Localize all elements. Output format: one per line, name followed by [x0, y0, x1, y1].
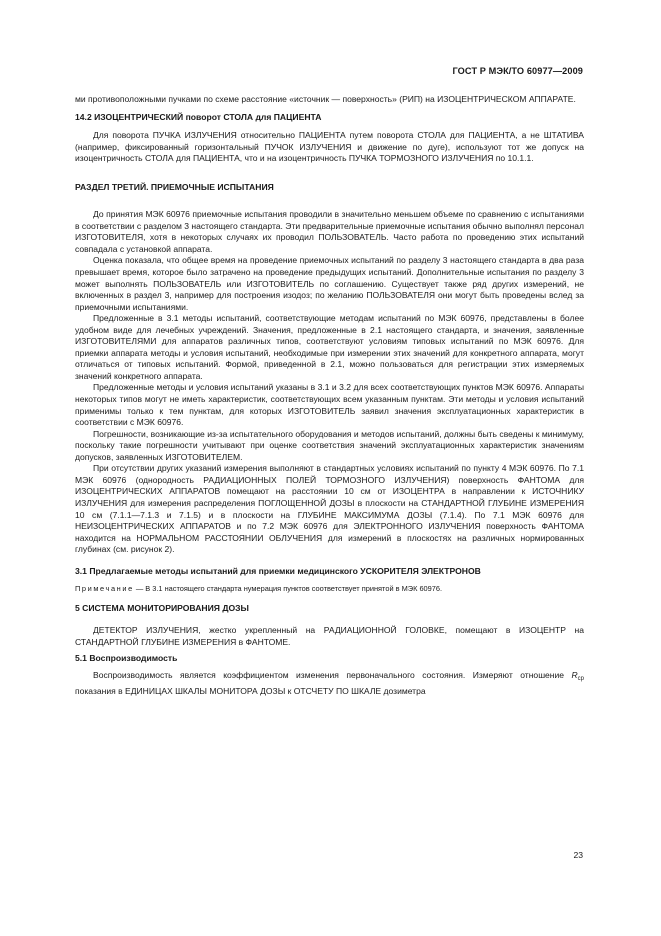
page-content	[75, 94, 584, 697]
section-heading-14-2: 14.2 ИЗОЦЕНТРИЧЕСКИЙ поворот СТОЛА для ПАЦИЕНТА	[75, 111, 322, 122]
paragraph-text: показания в ЕДИНИЦАХ ШКАЛЫ МОНИТОРА ДОЗЫ к ОТСЧЕТУ ПО ШКАЛЕ дозиметра	[75, 685, 426, 696]
section-heading-part-3: РАЗДЕЛ ТРЕТИЙ. ПРИЕМОЧНЫЕ ИСПЫТАНИЯ	[75, 181, 274, 192]
document-header: ГОСТ Р МЭК/ТО 60977—2009	[452, 66, 583, 76]
formula-subscript: ср	[577, 675, 584, 682]
formula-variable: R	[571, 669, 578, 680]
paragraph: Погрешности, возникающие из-за испытательного оборудования и методов испытаний, должны быть сведены к минимуму, поскольку такие погрешности учитывают при оценке соответствия значений эксплуатационных характеристик значениям допусков, заявленных ИЗГОТОВИТЕЛЕМ.	[75, 428, 584, 462]
paragraph: ДЕТЕКТОР ИЗЛУЧЕНИЯ, жестко укрепленный на РАДИАЦИОННОЙ ГОЛОВКЕ, помещают в ИЗОЦЕНТР на СТАНДАРТНОЙ ГЛУБИНЕ ИЗМЕРЕНИЯ в ФАНТОМЕ.	[75, 625, 584, 647]
paragraph-text: Воспроизводимость является коэффициентом изменения первоначального состояния. Измеряют отношение	[93, 669, 572, 680]
paragraph: До принятия МЭК 60976 приемочные испытания проводили в значительно меньшем объеме по сравнению с испытаниями в соответствии с разделом 3 настоящего стандарта. Эти предварительные приемочные испытания обычно выполнял персонал ИЗГОТОВИТЕЛЯ, хотя в некоторых случаях их проводил ПОЛЬЗОВАТЕЛЬ. Часто работа по проведению этих испытаний совпадала с установкой аппарата.	[75, 209, 584, 254]
paragraph: Предложенные в 3.1 методы испытаний, соответствующие методам испытаний по МЭК 60976, представлены в более удобном виде для лечебных учреждений. Значения, предложенные в 2.1 настоящего стандарта, и значения, заявленные ИЗГОТОВИТЕЛЯМИ для аппаратов различных типов, соответствуют условиям типовых испытаний по МЭК 60976. Для приемки аппарата методы и условия испытаний, необходимые при измерении этих значений для конкретного аппарата, могут отличаться от типовых испытаний. Формой, приведенной в 2.1, можно пользоваться для регистрации этих измеряемых значений конкретного аппарата.	[75, 313, 584, 381]
paragraph: Предложенные методы и условия испытаний указаны в 3.1 и 3.2 для всех соответствующих пунктов МЭК 60976. Аппараты некоторых типов могут не иметь характеристик, соответствующих всем указанным пунктам. Эти методы и условия испытаний применимы только к тем пунктам, для которых ИЗГОТОВИТЕЛЬ заявил значения эксплуатационных характеристик в соответствии с МЭК 60976.	[75, 382, 584, 428]
section-heading-3-1: 3.1 Предлагаемые методы испытаний для приемки медицинского УСКОРИТЕЛЯ ЭЛЕКТРОНОВ	[75, 565, 481, 576]
paragraph: ми противоположными пучками по схеме расстояние «источник — поверхность» (РИП) на ИЗОЦЕНТРИЧЕСКОМ АППАРАТЕ.	[75, 94, 576, 104]
note-label: Примечание	[75, 584, 134, 594]
note	[75, 583, 584, 595]
paragraph: Оценка показала, что общее время на проведение приемочных испытаний по разделу 3 настоящего стандарта в два раза превышает время, которое было затрачено на проведение предыдущих испытаний. Дополнительные испытания по разделу 3 может выполнять ПОЛЬЗОВАТЕЛЬ или ИЗГОТОВИТЕЛЬ по соглашению. Существует также ряд других измерений, не включенных в раздел 3, например для построения изодоз; по желанию ПОЛЬЗОВАТЕЛЯ они могут быть проведены вслед за приемочными испытаниями.	[75, 255, 584, 312]
paragraph: Для поворота ПУЧКА ИЗЛУЧЕНИЯ относительно ПАЦИЕНТА путем поворота СТОЛА для ПАЦИЕНТА, а не ШТАТИВА (например, фиксированный горизонтальный ПУЧОК ИЗЛУЧЕНИЯ и движение по дуге), используют тот же допуск на изоцентричность СТОЛА для ПАЦИЕНТА, что и на изоцентричность ПУЧКА ТОРМОЗНОГО ИЗЛУЧЕНИЯ по 10.1.1.	[75, 130, 584, 164]
paragraph	[75, 670, 584, 697]
paragraph: При отсутствии других указаний измерения выполняют в стандартных условиях испытаний по пункту 4 МЭК 60976. По 7.1 МЭК 60976 (однородность РАДИАЦИОННЫХ ПОЛЕЙ ТОРМОЗНОГО ИЗЛУЧЕНИЯ) поверхность ФАНТОМА для ИЗОЦЕНТРИЧЕСКИХ АППАРАТОВ помещают на расстоянии 10 см от ИЗОЦЕНТРА в направлении к ИСТОЧНИКУ ИЗЛУЧЕНИЯ для измерения распределения ПОГЛОЩЕННОЙ ДОЗЫ в плоскости на СТАНДАРТНОЙ ГЛУБИНЕ ИЗМЕРЕНИЯ 10 см (7.1.1—7.1.3 и 7.1.5) и в плоскости на ГЛУБИНЕ МАКСИМУМА ДОЗЫ (7.1.4). По 7.1 МЭК 60976 для НЕИЗОЦЕНТРИЧЕСКИХ АППАРАТОВ и по 7.2 МЭК 60976 для ЭЛЕКТРОННОГО ИЗЛУЧЕНИЯ поверхность ФАНТОМА находится на НОРМАЛЬНОМ РАССТОЯНИИ ОБЛУЧЕНИЯ для измерений в плоскостях на различных нормированных глубинах (см. рисунок 2).	[75, 463, 584, 555]
note-text: — В 3.1 настоящего стандарта нумерация пунктов соответствует принятой в МЭК 60976.	[133, 584, 443, 594]
page-number: 23	[573, 850, 583, 860]
section-heading-5-1: 5.1 Воспроизводимость	[75, 653, 178, 664]
section-heading-5: 5 СИСТЕМА МОНИТОРИРОВАНИЯ ДОЗЫ	[75, 602, 249, 613]
